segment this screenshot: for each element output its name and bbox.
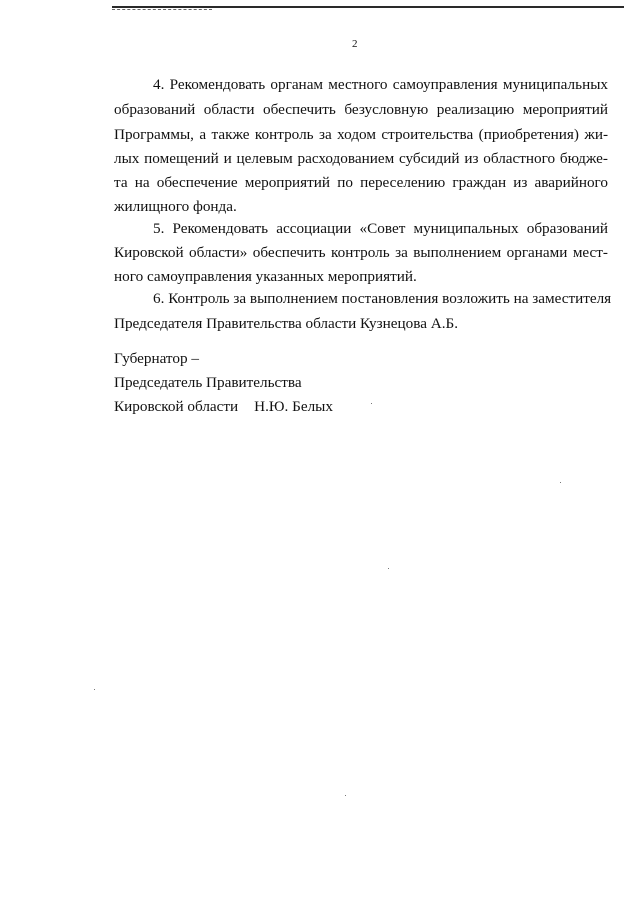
paragraph-4-line-3: Программы, а также контроль за ходом строительства (приобретения) жи- xyxy=(114,126,608,143)
signature-title-line-2: Председатель Правительства xyxy=(114,374,302,391)
scan-speck xyxy=(94,689,95,690)
scan-speck xyxy=(345,795,346,796)
scan-speck xyxy=(560,482,561,483)
paragraph-6-line-1: 6. Контроль за выполнением постановления возложить на заместителя xyxy=(153,290,612,307)
scan-speck xyxy=(371,403,372,404)
page-number: 2 xyxy=(352,38,358,50)
signature-title-line-3 xyxy=(114,399,333,414)
paragraph-5-line-2: Кировской области» обеспечить контроль за выполнением органами мест- xyxy=(114,244,608,261)
top-rule-dash xyxy=(112,9,212,10)
paragraph-5-line-3: ного самоуправления указанных мероприятий. xyxy=(114,268,417,285)
paragraph-4-line-5: та на обеспечение мероприятий по переселению граждан из аварийного xyxy=(114,174,608,191)
signature-name: Н.Ю. Белых xyxy=(254,398,333,415)
top-rule xyxy=(112,6,624,8)
signature-region: Кировской области xyxy=(114,398,239,415)
signature-title-line-1: Губернатор – xyxy=(114,350,199,367)
scan-speck xyxy=(388,568,389,569)
paragraph-4-line-6: жилищного фонда. xyxy=(114,198,237,215)
paragraph-6-line-2: Председателя Правительства области Кузнецова А.Б. xyxy=(114,315,459,332)
paragraph-5-line-1: 5. Рекомендовать ассоциации «Совет муниципальных образований xyxy=(153,220,608,237)
paragraph-4-line-1: 4. Рекомендовать органам местного самоуправления муниципальных xyxy=(153,76,608,93)
paragraph-4-line-2: образований области обеспечить безусловную реализацию мероприятий xyxy=(114,101,608,118)
paragraph-4-line-4: лых помещений и целевым расходованием субсидий из областного бюдже- xyxy=(114,150,608,167)
